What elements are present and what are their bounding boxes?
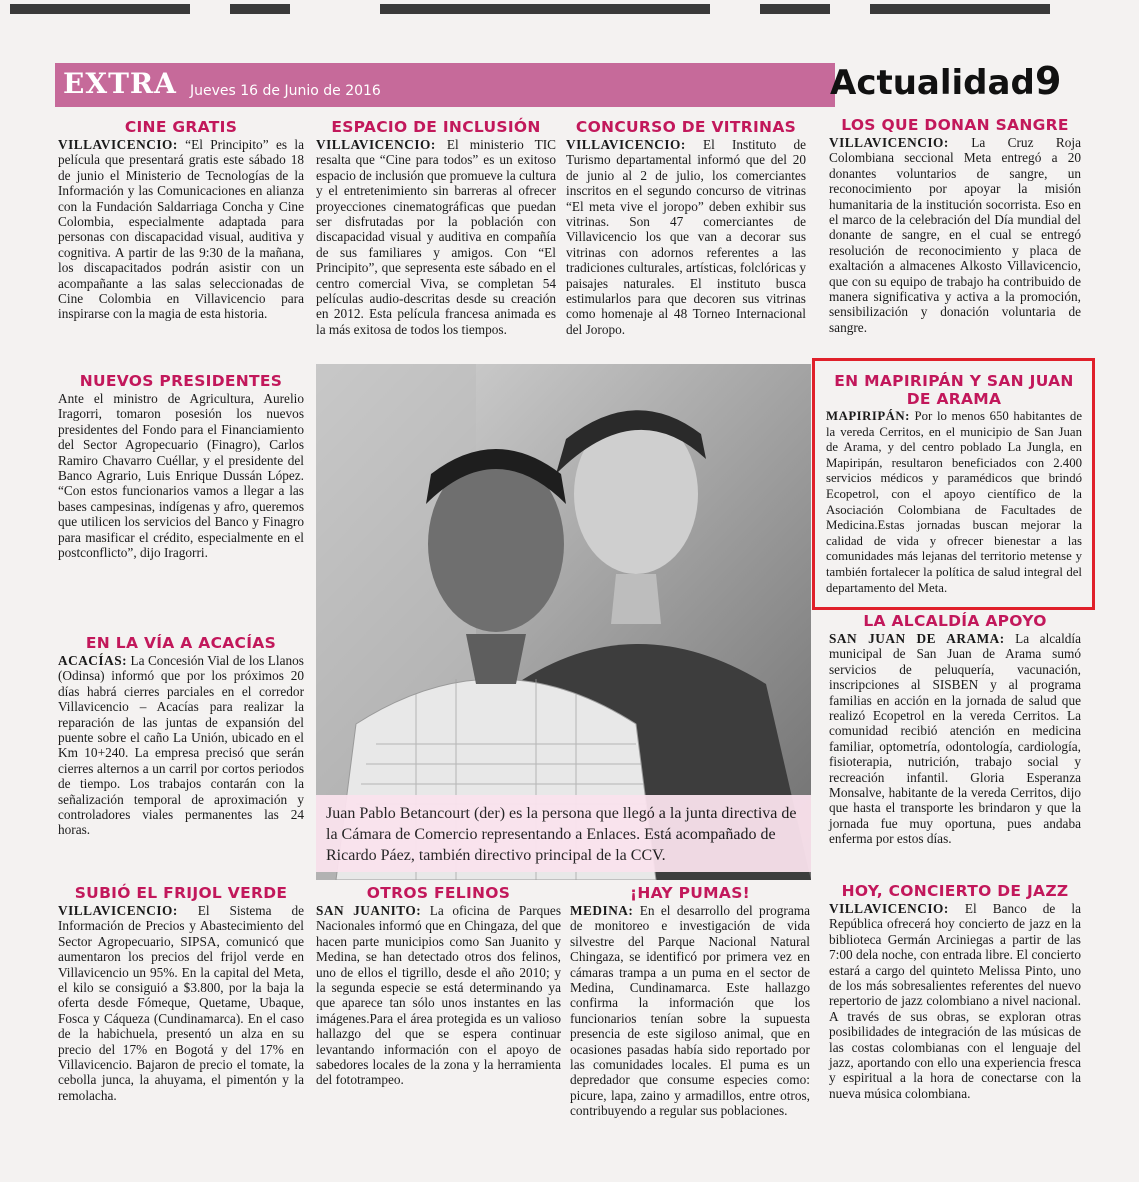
article-body (58, 137, 304, 322)
article-text: La Concesión Vial de los Llanos (Odinsa) informó que por los próximos 20 días habrá cierres parciales en el corredor Villavicencio – Acacías para realizar la reparación de las juntas de expansión del puente sobre el caño La Unión, ubicado en el Km 10+240. La empresa precisó que serán cierres alternos a un carril por cortos periodos de tiempo. Los trabajos contarán con la señalización temporal de aproximación y controladores viales permanentes las 24 horas. (58, 653, 304, 838)
article-text: La Cruz Roja Colombiana seccional Meta entregó a 20 donantes voluntarios de sangre, un reconocimiento por apoyar la misión humanitaria de la institución socorrista. Eso en el marco de la celebración del Día mundial del donante de sangre, en el cual se entregó resolución de reconocimiento y placa de exaltación a almacenes Alkosto Villavicencio, que con su equipo de trabajo ha contribuido de manera significativa y activa a la promoción, sensibilización y donación voluntaria de sangre. (829, 135, 1081, 335)
article-title: EN MAPIRIPÁN Y SAN JUAN DE ARAMA (834, 372, 1074, 408)
article-text: Ante el ministro de Agricultura, Aurelio Iragorri, tomaron posesión los nuevos presidentes del Fondo para el Financiamiento del Sector Agropecuario (Finagro), Carlos Ramiro Chavarro Cuéllar, y el presidente del Banco Agrario, Luis Enrique Dussán López. “Con estos funcionarios vamos a llegar a las bases campesinas, indígenas y afro, queremos que utilicen los servicios del Banco y Finagro para masificar el crédito, especialmente en el postconflicto”, dijo Iragorri. (58, 391, 304, 561)
article-title: LOS QUE DONAN SANGRE (841, 116, 1069, 134)
article-concurso-vitrinas (566, 118, 806, 337)
article-cine-gratis (58, 118, 304, 322)
article-title: NUEVOS PRESIDENTES (79, 372, 283, 390)
article-place: VILLAVICENCIO: (58, 137, 178, 152)
article-text: “El Principito” es la película que presentará gratis este sábado 18 de junio el Ministerio de Tecnologías de la Información y las Comunicaciones en alianza con la Fundación Saldarriaga Concha y Cine Colombia, especialmente adaptada para personas con discapacidad visual, auditiva y cognitiva. A partir de las 9:30 de la mañana, los discapacitados podrán asistir con un acompañante a las salas seleccionadas de Cine Colombia en Villavicencio para inspirarse con la magia de esta historia. (58, 137, 304, 322)
article-place: VILLAVICENCIO: (829, 135, 949, 150)
article-body (570, 903, 810, 1119)
page-number: 9 (1035, 59, 1062, 103)
article-text: La oficina de Parques Nacionales informó que en Chingaza, del que hacen parte municipios como San Juanito y Medina, se han detectado otros dos felinos, uno de ellos el tigrillo, desde el año 2010; y la segunda especie se está determinando ya que aparece tan sólo unos instantes en las imágenes.Para el área protegida es un valioso hallazgo del que se espera continuar levantando información con el apoyo de sabedores locales de la zona y la herramienta del fototrampeo. (316, 903, 561, 1088)
cropped-previous-headline (0, 0, 1139, 22)
article-text: El Sistema de Información de Precios y Abastecimiento del Sector Agropecuario, SIPSA, comunicó que aumentaron los precios del frijol verde en Villavicencio un 95%. En la capital del Meta, el kilo se consiguió a $3.800, por la baja la oferta desde Fómeque, Quetame, Ubaque, Fosca y Cáqueza (Cundinamarca). En el caso de la habichuela, presentó un alza en su precio del 17% en Bogotá y del 17% en Villavicencio. Bajaron de precio el tomate, la cebolla junca, la ahuyama, el pimentón y la remolacha. (58, 903, 304, 1103)
caption-text: Juan Pablo Betancourt (der) es la persona que llegó a la junta directiva de la Cámara de Comercio representando a Enlaces. Está acompañado de Ricardo Páez, también directivo principal de la CCV. (326, 805, 797, 864)
article-title: CONCURSO DE VITRINAS (575, 118, 797, 136)
article-frijol-verde (58, 884, 304, 1103)
article-body (58, 903, 304, 1103)
article-text: El Instituto de Turismo departamental informó que del 20 de junio al 2 de julio, los comerciantes inscritos en el segundo concurso de vitrinas “El meta vive el joropo” deben exhibir sus vitrinas. Son 47 comerciantes de Villavicencio los que van a decorar sus vitrinas con adornos referentes a las tradiciones culturales, artísticas, folclóricas y paisajes naturales. El instituto busca estimularlos para que decoren sus vitrinas como homenaje al 48 Torneo Internacional del Joropo. (566, 137, 807, 337)
issue-date: Jueves 16 de Junio de 2016 (190, 83, 381, 99)
article-donan-sangre (829, 116, 1081, 356)
article-title: SUBIÓ EL FRIJOL VERDE (74, 884, 288, 902)
article-text: El ministerio TIC resalta que “Cine para todos” es un exitoso espacio de inclusión que promueve la cultura y el entretenimiento sin barreras al ofrecer proyecciones cinematográficas que puedan ser disfrutadas por la población con discapacidad visual y auditiva en compañía de sus familiares y amigos. Con “El Principito”, que sepresenta este sábado en el centro comercial Viva, se completan 54 películas audio-descritas desde su creación en 2012. Esta película francesa animada es la más exitosa de todos los tiempos. (316, 137, 556, 337)
article-place: ACACÍAS: (58, 653, 128, 668)
article-body (829, 135, 1081, 335)
article-place: VILLAVICENCIO: (829, 901, 949, 916)
article-place: MAPIRIPÁN: (826, 409, 910, 423)
article-concierto-jazz (829, 882, 1081, 1101)
article-text: El Banco de la República ofrecerá hoy concierto de jazz en la biblioteca Germán Arciniegas a partir de las 7:00 dela noche, con entrada libre. El concierto estará a cargo del quinteto Melissa Pinto, uno de los más sobresalientes referentes del nuevo repertorio de jazz colombiano a nivel nacional. A través de sus obras, se exploran otras posibilidades de integración de las músicas de las costas colombianas con el lenguaje del jazz, aportando con ello una experiencia fresca y espiritual a la hora de conectarse con la nueva música colombiana. (829, 901, 1081, 1101)
article-body (829, 631, 1081, 847)
article-title: ESPACIO DE INCLUSIÓN (331, 118, 541, 136)
article-body (58, 391, 304, 560)
article-body (316, 903, 561, 1088)
article-hay-pumas (570, 884, 810, 1119)
article-place: VILLAVICENCIO: (566, 137, 686, 152)
article-title: ¡HAY PUMAS! (629, 884, 751, 902)
newspaper-logo: EXTRA (63, 67, 177, 100)
article-title: CINE GRATIS (124, 118, 238, 136)
article-place: VILLAVICENCIO: (58, 903, 178, 918)
highlight-frame (812, 358, 1095, 610)
article-body (829, 901, 1081, 1101)
article-title: LA ALCALDÍA APOYO (863, 612, 1047, 630)
article-place: SAN JUAN DE ARAMA: (829, 631, 1005, 646)
article-body (566, 137, 806, 337)
article-place: MEDINA: (570, 903, 634, 918)
article-text: La alcaldía municipal de San Juan de Arama sumó servicios de peluquería, vacunación, inscripciones al SISBEN y al programa familias en acción en la jornada de salud que realizó Ecopetrol en la vereda Cerritos. La comunidad recibió atención en medicina familiar, optometría, odontología, cardiología, fisioterapia, nutrición, trabajo social y recreación infantil. Gloria Esperanza Monsalve, habitante de la vereda Cerritos, dijo que hasta el transporte les brindaron y que la jornada fue muy oportuna, pues andaba enferma por estos días. (829, 631, 1082, 847)
section-title: Actualidad (830, 63, 1035, 103)
article-body (58, 653, 304, 838)
article-body (316, 137, 556, 337)
article-text: En el desarrollo del programa de monitoreo e investigación de vida silvestre del Parque Nacional Natural Chingaza, se identificó por primera vez en cámaras trampa a un puma en el sector de Medina, Cundinamarca. Este hallazgo confirma la información que los funcionarios tenían sobre la supuesta presencia de este sigiloso animal, que en ocasiones pasadas había sido reportado por las comunidades locales. El puma es un depredador que consume especies como: picure, lapa, zaino y armadillos, entre otros, contribuyendo a regular sus poblaciones. (570, 903, 810, 1119)
photo-caption (316, 795, 811, 872)
article-place: SAN JUANITO: (316, 903, 422, 918)
page-header (55, 59, 1070, 108)
article-via-acacias (58, 634, 304, 838)
article-title: HOY, CONCIERTO DE JAZZ (841, 882, 1069, 900)
article-nuevos-presidentes (58, 372, 304, 560)
article-espacio-inclusion (316, 118, 556, 337)
article-place: VILLAVICENCIO: (316, 137, 436, 152)
article-title: EN LA VÍA A ACACÍAS (85, 634, 277, 652)
article-otros-felinos (316, 884, 561, 1088)
article-text: Por lo menos 650 habitantes de la vereda Cerritos, en el municipio de San Juan de Arama, y del centro poblado La Jungla, en Mapiripán, resultaron beneficiados con 2.400 servicios médicos y paramédicos que brindó Ecopetrol, con el apoyo científico de la Asociación Colombiana de Facultades de Medicina.Estas jornadas buscan mejorar la calidad de vida y ofrecer bienestar a las comunidades más lejanas del territorio metense y también fortalecer la política de salud integral del departamento del Meta. (826, 409, 1083, 595)
article-alcaldia-apoyo (829, 612, 1081, 847)
article-title: OTROS FELINOS (366, 884, 511, 902)
